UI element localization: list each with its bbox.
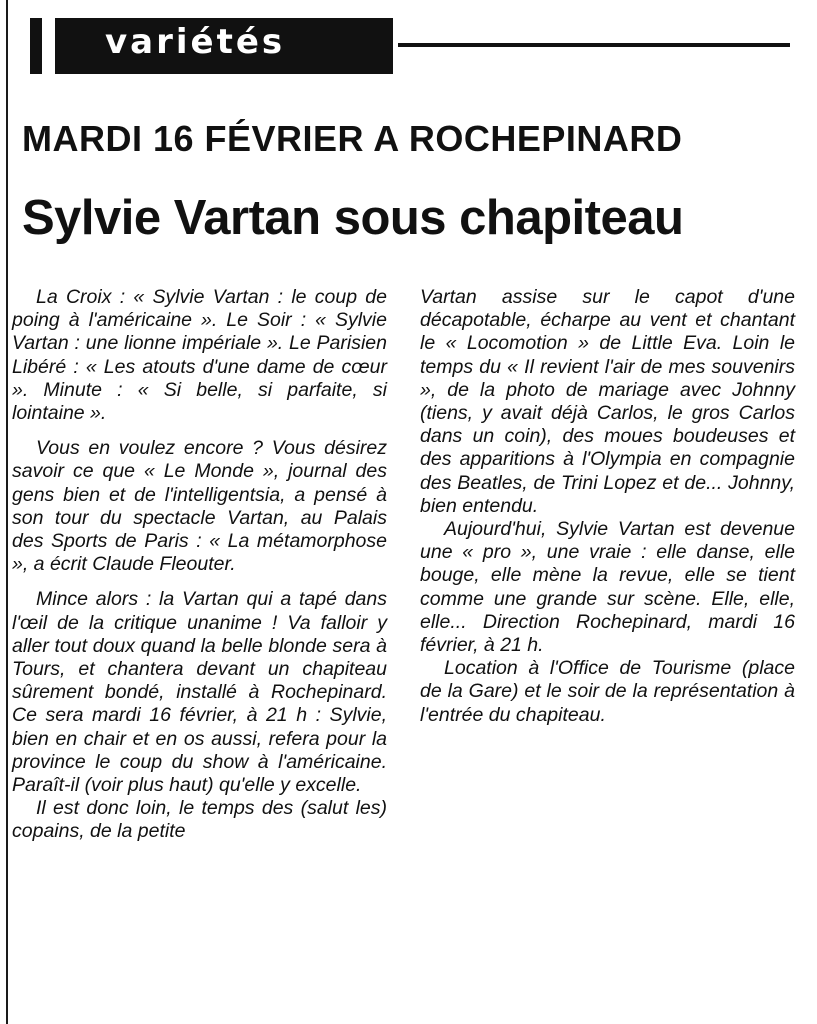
rubric-label: variétés [105,22,286,62]
rubric-banner [55,18,393,74]
paragraph: Mince alors : la Vartan qui a tapé dans l'œil de la critique unanime ! Va falloir y aller tout doux quand la belle blonde sera à Tours, et chantera devant un chapiteau sûrement bondé, installé à Rochepinard. Ce sera mardi 16 février, à 21 h : Sylvie, bien en chair et en os aussi, refera pour la province le coup du show à l'américaine. Paraît-il (voir plus haut) qu'elle y excelle. [12,588,387,797]
paragraph: La Croix : « Sylvie Vartan : le coup de poing à l'américaine ». Le Soir : « Sylvie Vartan : une lionne impériale ». Le Parisien Libéré : « Les atouts d'une dame de cœur ». Minute : « Si belle, si parfaite, si lointaine ». [12,286,387,425]
column-rule [6,0,8,1024]
article-headline: Sylvie Vartan sous chapiteau [22,191,684,245]
paragraph: Location à l'Office de Tourisme (place de la Gare) et le soir de la représentation à l'entrée du chapiteau. [420,657,795,726]
rubric-rule [398,43,790,47]
paragraph: Aujourd'hui, Sylvie Vartan est devenue une « pro », une vraie : elle danse, elle bouge, elle mène la revue, elle se tient comme une grande sur scène. Elle, elle, elle... Direction Rochepinard, mardi 16 février, à 21 h. [420,518,795,657]
paragraph: Il est donc loin, le temps des (salut les) copains, de la petite [12,797,387,843]
article-kicker: MARDI 16 FÉVRIER A ROCHEPINARD [22,118,683,159]
paragraph: Vous en voulez encore ? Vous désirez savoir ce que « Le Monde », journal des gens bien et de l'intelligentsia, a pensé à son tour du spectacle Vartan, au Palais des Sports de Paris : « La métamorphose », a écrit Claude Fleouter. [12,437,387,576]
article-column-left [12,286,387,844]
rubric-marker [30,18,42,74]
article-column-right [420,286,795,727]
paragraph: Vartan assise sur le capot d'une décapotable, écharpe au vent et chantant le « Locomotion » de Little Eva. Loin le temps du « Il revient l'air de mes souvenirs », de la photo de mariage avec Johnny (tiens, y avait déjà Carlos, le gros Carlos dans un coin), des moues boudeuses et des apparitions à l'Olympia en compagnie des Beatles, de Trini Lopez et de... Johnny, bien entendu. [420,286,795,517]
